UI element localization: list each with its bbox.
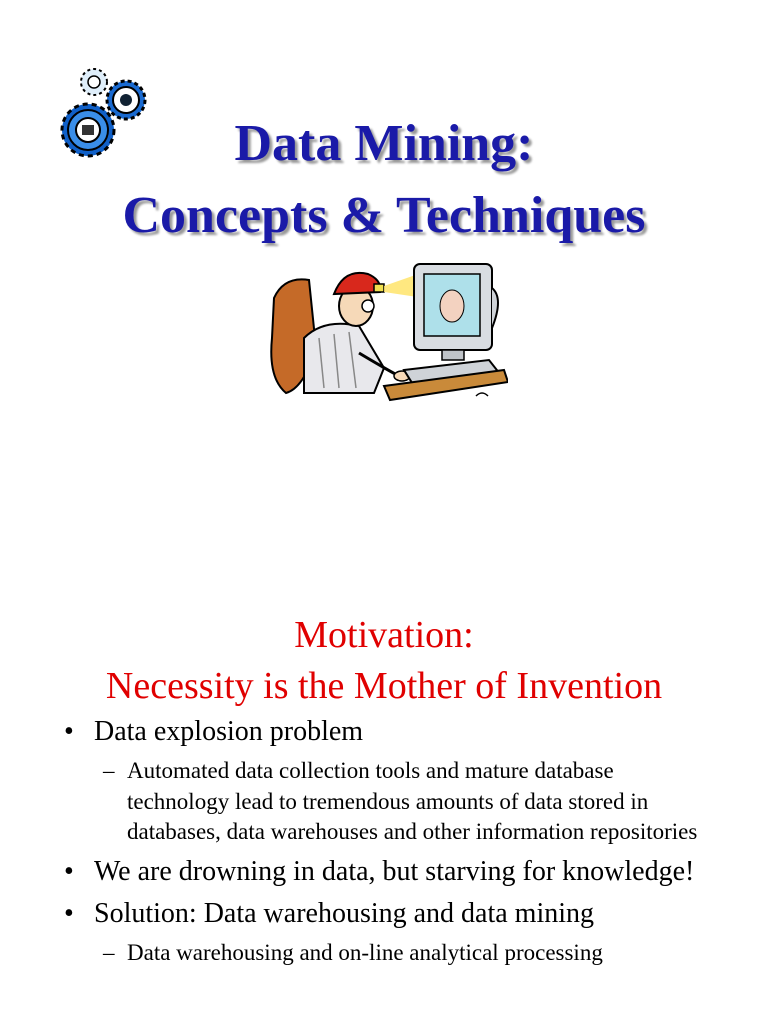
dash-marker: – [103, 939, 115, 965]
title-line-2: Concepts & Techniques [122, 187, 646, 244]
title-line-1: Data Mining: [234, 115, 534, 172]
bullet-item [0, 854, 768, 890]
bullet-text: Solution: Data warehousing and data mining [94, 897, 595, 929]
bullet-item [0, 896, 768, 932]
title-line-1: Motivation: [294, 614, 474, 656]
main-title [0, 108, 768, 252]
bullet-item [0, 714, 768, 750]
bullet-marker: • [64, 716, 74, 747]
bullet-marker: • [64, 855, 74, 887]
bullet-text: We are drowning in data, but starving for knowledge! [94, 855, 695, 887]
sub-bullet-text: Automated data collection tools and mature database technology lead to tremendous amounts of data stored in databases, data warehouses and other information repositories [127, 758, 698, 844]
slide-motivation [0, 560, 768, 1024]
slide-title [0, 610, 768, 712]
bullet-text: Data explosion problem [94, 716, 364, 747]
sub-bullet-item [0, 938, 768, 969]
sub-bullet-text: Data warehousing and on-line analytical processing [127, 939, 603, 965]
computer-user-illustration [264, 258, 508, 410]
bullet-marker: • [64, 897, 74, 929]
dash-marker: – [103, 758, 115, 783]
sub-bullet-item [0, 756, 768, 848]
title-line-2: Necessity is the Mother of Invention [105, 665, 663, 707]
bullet-list [0, 714, 768, 974]
